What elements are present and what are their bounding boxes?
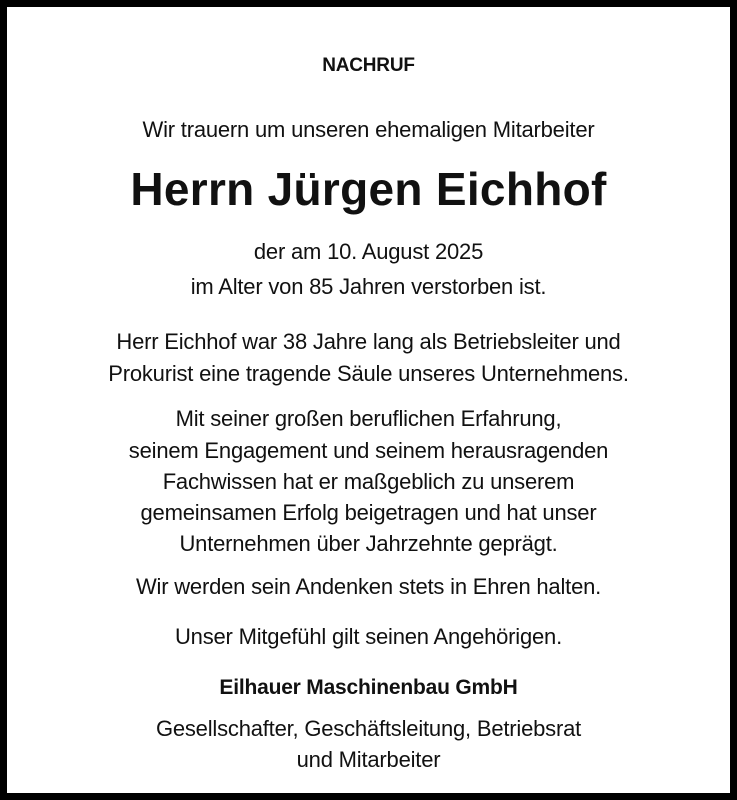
tribute-line-4: gemeinsamen Erfolg beigetragen und hat unser [140, 500, 597, 525]
notice-heading: NACHRUF [322, 55, 415, 76]
intro-text: Wir trauern um unseren ehemaligen Mitarbeiter [142, 117, 595, 142]
tribute-line-3: Fachwissen hat er maßgeblich zu unserem [162, 469, 575, 494]
signatory-line-2: und Mitarbeiter [296, 747, 441, 772]
condolence-text: Unser Mitgefühl gilt seinen Angehörigen. [174, 624, 563, 649]
signatory-line-1: Gesellschafter, Geschäftsleitung, Betriebsrat [155, 716, 582, 741]
career-line-1: Herr Eichhof war 38 Jahre lang als Betriebsleiter und [116, 329, 621, 354]
death-date-line: der am 10. August 2025 [253, 239, 484, 264]
deceased-name: Herrn Jürgen Eichhof [130, 163, 607, 215]
remembrance-text: Wir werden sein Andenken stets in Ehren halten. [135, 574, 602, 599]
company-name: Eilhauer Maschinenbau GmbH [219, 676, 518, 699]
tribute-line-2: seinem Engagement und seinem herausragenden [128, 438, 609, 463]
career-line-2: Prokurist eine tragende Säule unseres Unternehmens. [108, 361, 629, 386]
age-line: im Alter von 85 Jahren verstorben ist. [190, 274, 547, 299]
tribute-line-5: Unternehmen über Jahrzehnte geprägt. [179, 531, 558, 556]
tribute-line-1: Mit seiner großen beruflichen Erfahrung, [175, 406, 562, 431]
